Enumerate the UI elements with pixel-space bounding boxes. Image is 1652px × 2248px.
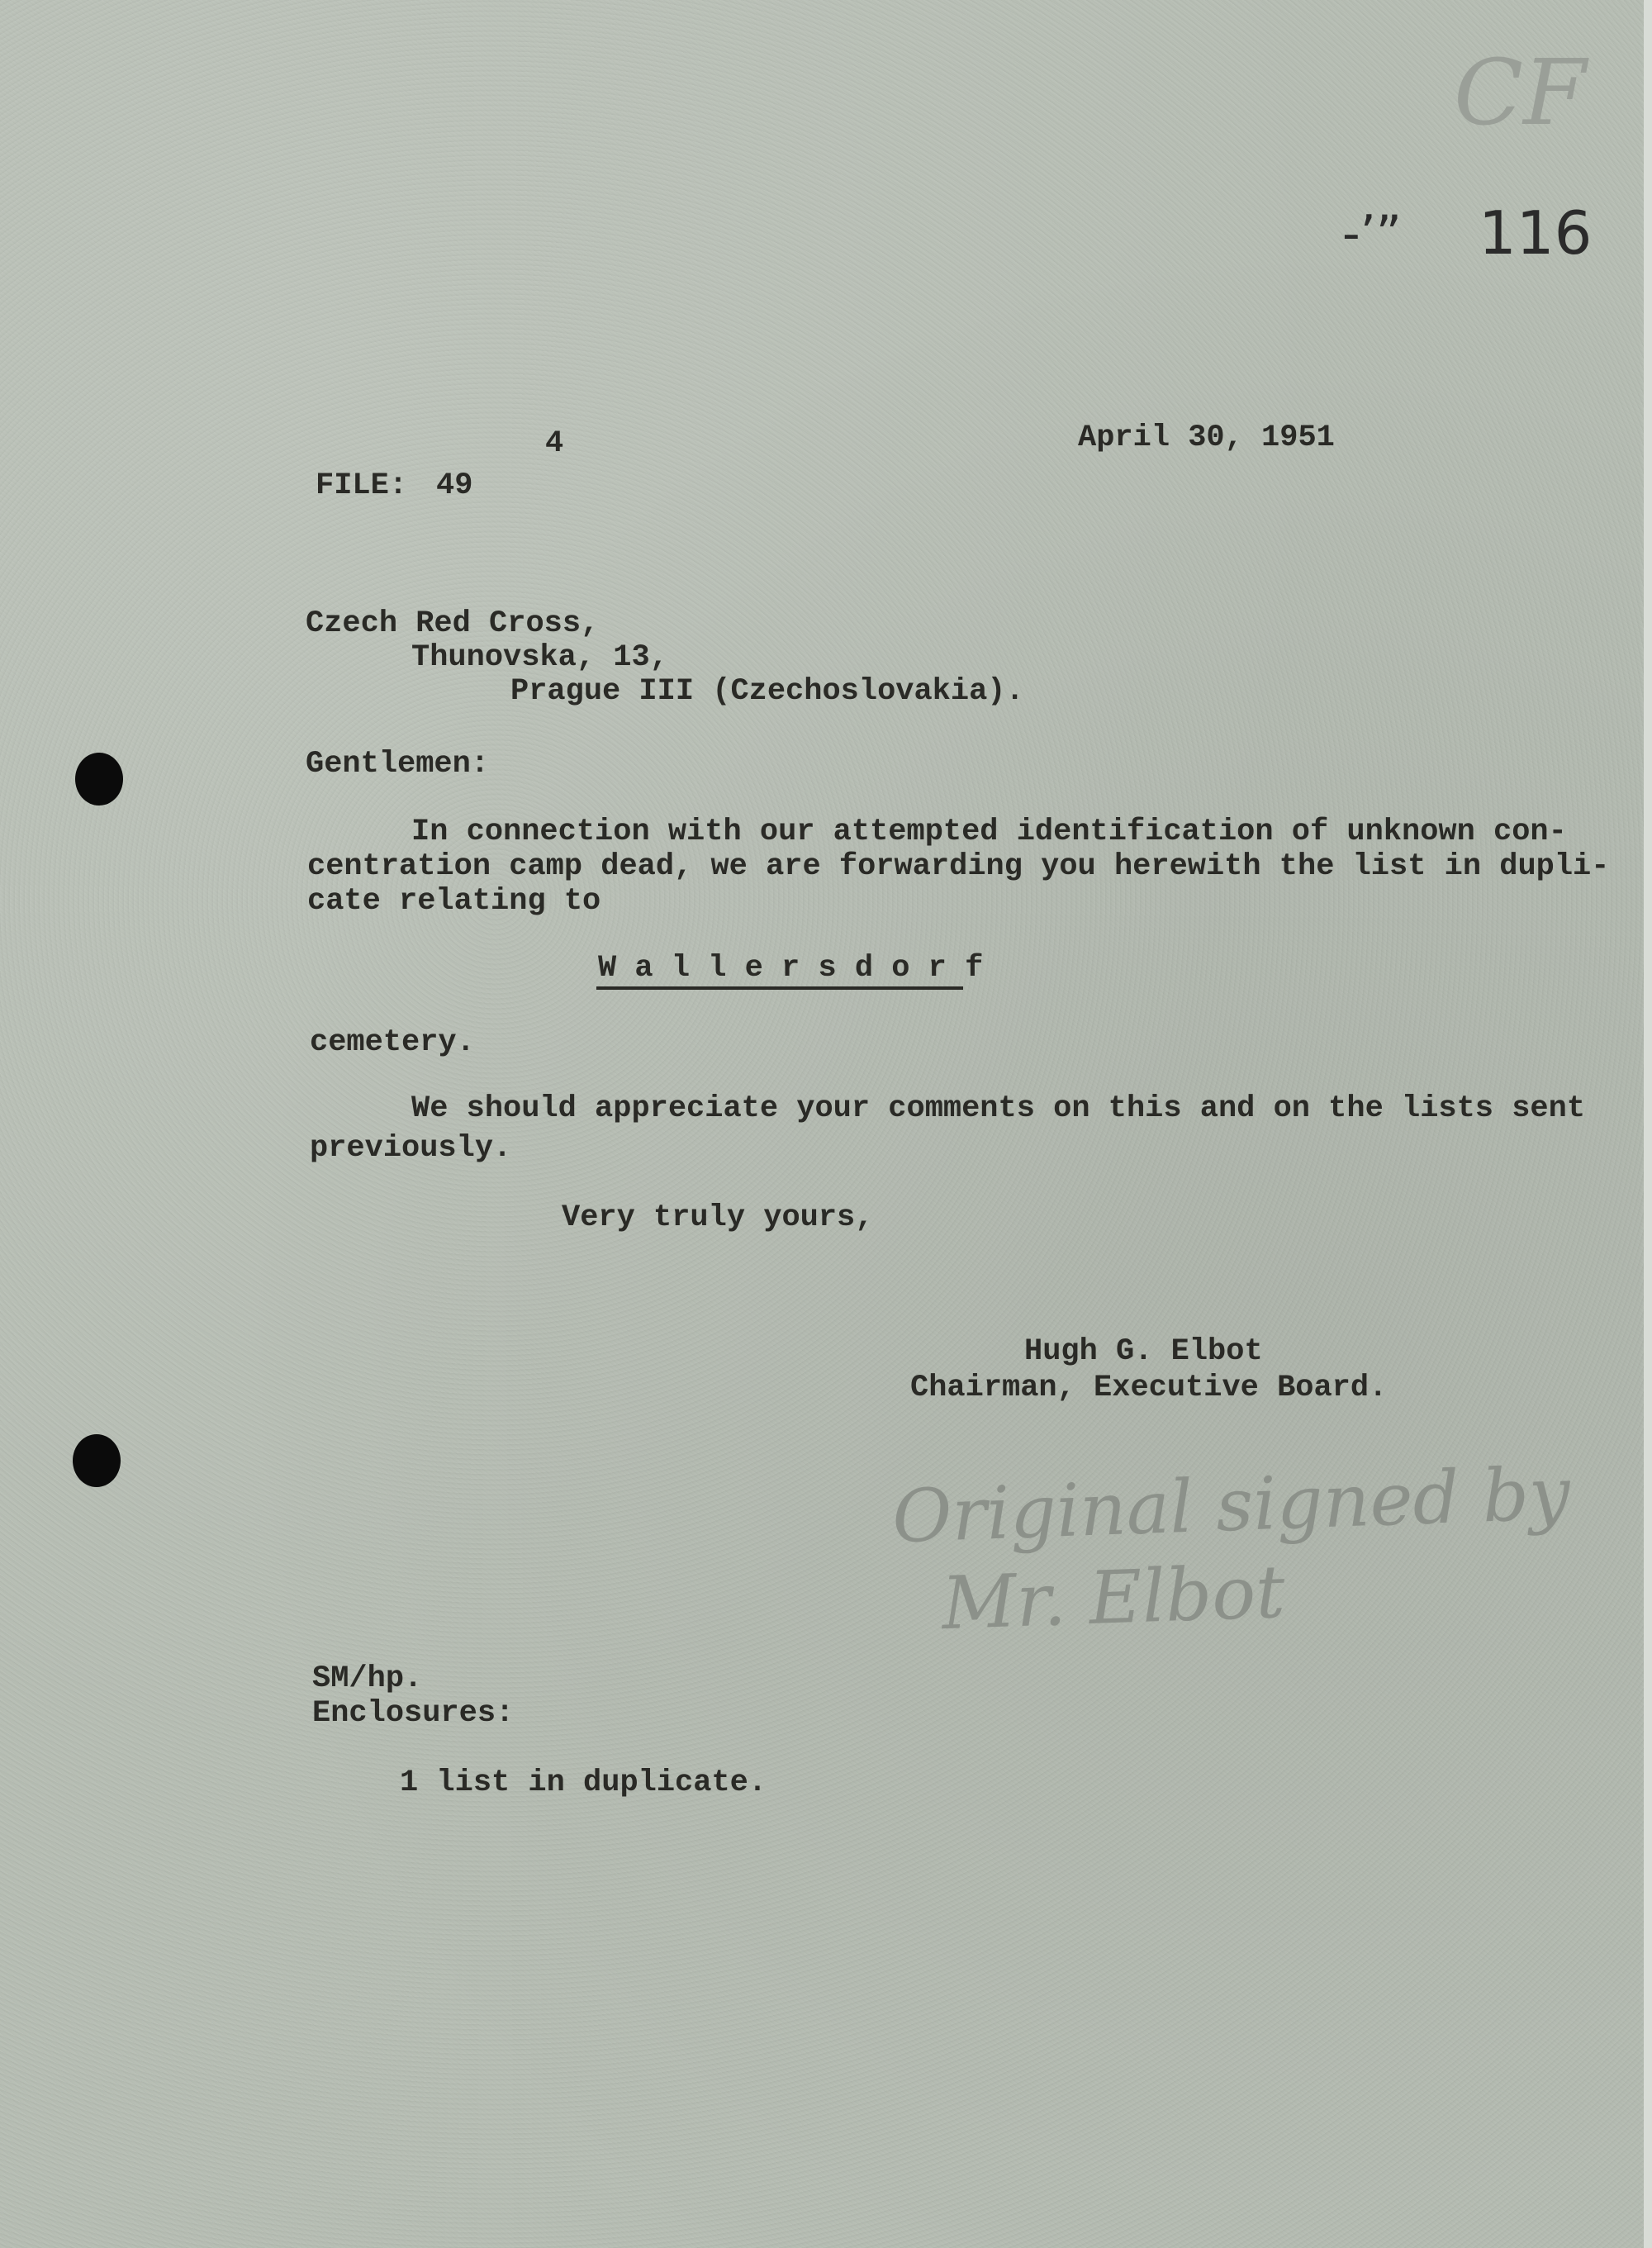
paragraph2-line1: We should appreciate your comments on this and on the lists sent (411, 1091, 1586, 1126)
file-number: 49 (436, 468, 473, 503)
file-label: FILE: (316, 468, 408, 503)
signer-name: Hugh G. Elbot (1024, 1334, 1263, 1369)
paragraph1-line3: cate relating to (307, 884, 601, 919)
place-name: W a l l e r s d o r f (598, 951, 984, 986)
paper-edge (1644, 0, 1652, 2248)
closing: Very truly yours, (562, 1200, 874, 1235)
recipient-city: Prague III (Czechoslovakia). (510, 674, 1024, 709)
paragraph1-line1: In connection with our attempted identification of unknown con- (411, 815, 1567, 849)
handwritten-note-line2: Mr. Elbot (940, 1548, 1287, 1647)
punch-hole-top (75, 753, 123, 806)
copy-number: 4 (545, 426, 564, 461)
place-name-underline (596, 986, 963, 990)
typist-initials: SM/hp. (312, 1661, 423, 1696)
salutation: Gentlemen: (306, 747, 490, 782)
corner-initials: CF (1454, 40, 1587, 145)
page-number: 116 (1479, 198, 1593, 268)
enclosures-item: 1 list in duplicate. (400, 1766, 767, 1800)
recipient-name: Czech Red Cross, (306, 606, 600, 641)
handwritten-note-line1: Original signed by (890, 1450, 1572, 1560)
recipient-street: Thunovska, 13, (411, 640, 668, 675)
punch-hole-bottom (73, 1434, 121, 1487)
paragraph1-line2: centration camp dead, we are forwarding you herewith the list in dupli- (307, 849, 1610, 884)
signer-title: Chairman, Executive Board. (910, 1371, 1388, 1405)
paragraph2-line2: previously. (310, 1131, 512, 1166)
enclosures-label: Enclosures: (312, 1696, 515, 1731)
page-mark: -’” (1342, 205, 1402, 263)
letter-date: April 30, 1951 (1078, 421, 1335, 455)
after-place-text: cemetery. (310, 1025, 475, 1060)
